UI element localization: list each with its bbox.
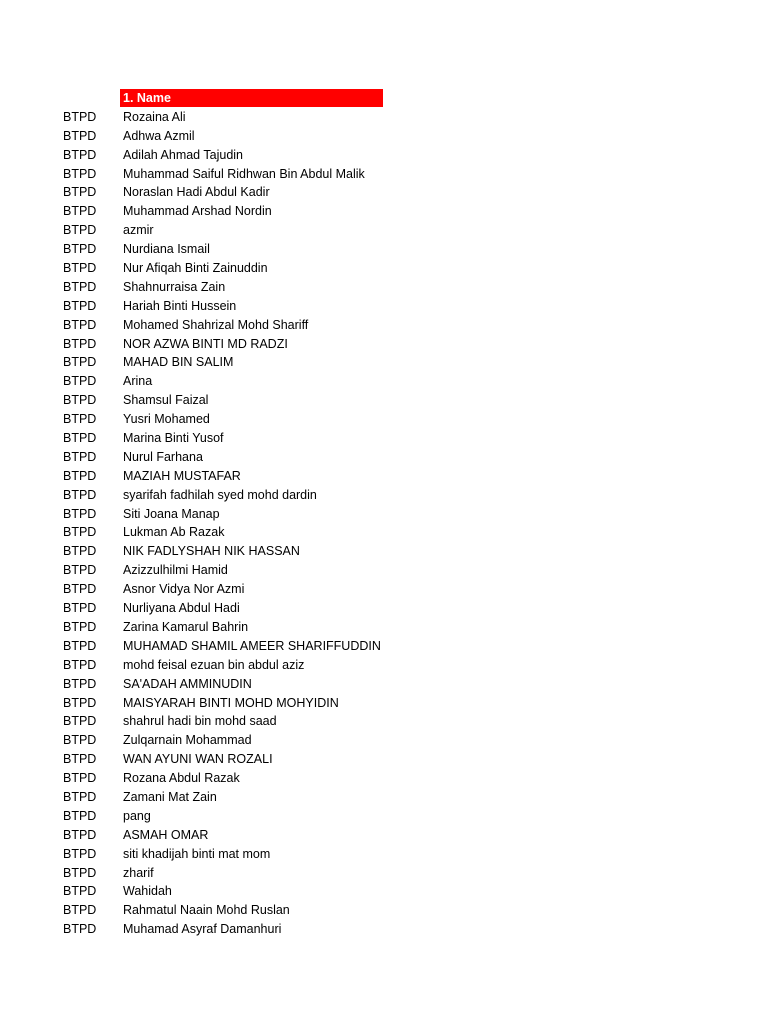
name-cell[interactable]: Yusri Mohamed (123, 412, 210, 427)
table-row (0, 618, 768, 637)
dept-cell[interactable]: BTPD (63, 827, 97, 842)
name-cell[interactable]: Adilah Ahmad Tajudin (123, 147, 243, 162)
dept-cell[interactable]: BTPD (63, 563, 97, 578)
table-row (0, 221, 768, 240)
table-row (0, 127, 768, 146)
name-cell[interactable]: siti khadijah binti mat mom (123, 846, 271, 861)
dept-cell[interactable]: BTPD (63, 412, 97, 427)
name-cell[interactable]: Hariah Binti Hussein (123, 298, 237, 313)
name-cell[interactable]: Rozana Abdul Razak (123, 771, 240, 786)
dept-cell[interactable]: BTPD (63, 922, 97, 937)
table-row (0, 372, 768, 391)
name-cell[interactable]: Muhammad Arshad Nordin (123, 204, 272, 219)
name-cell[interactable]: zharif (123, 865, 154, 880)
dept-cell[interactable]: BTPD (63, 279, 97, 294)
name-cell[interactable]: Azizzulhilmi Hamid (123, 563, 228, 578)
dept-cell[interactable]: BTPD (63, 752, 97, 767)
table-row (0, 486, 768, 505)
name-cell[interactable]: pang (123, 808, 151, 823)
dept-cell[interactable]: BTPD (63, 431, 97, 446)
name-cell[interactable]: Zulqarnain Mohammad (123, 733, 252, 748)
table-row (0, 410, 768, 429)
name-cell[interactable]: Shamsul Faizal (123, 393, 209, 408)
table-row (0, 429, 768, 448)
table-row (0, 259, 768, 278)
dept-cell[interactable]: BTPD (63, 846, 97, 861)
dept-cell[interactable]: BTPD (63, 393, 97, 408)
name-cell[interactable]: Zarina Kamarul Bahrin (123, 619, 249, 634)
name-cell[interactable]: SA'ADAH AMMINUDIN (123, 676, 252, 691)
name-cell[interactable]: azmir (123, 223, 154, 238)
table-row (0, 920, 768, 939)
table-row (0, 712, 768, 731)
dept-cell[interactable]: BTPD (63, 109, 97, 124)
table-row (0, 731, 768, 750)
name-cell[interactable]: MUHAMAD SHAMIL AMEER SHARIFFUDDIN (123, 638, 381, 653)
table-row (0, 165, 768, 184)
name-cell[interactable]: Nurliyana Abdul Hadi (123, 601, 240, 616)
dept-cell[interactable]: BTPD (63, 185, 97, 200)
name-cell[interactable]: MAZIAH MUSTAFAR (123, 468, 241, 483)
dept-cell[interactable]: BTPD (63, 487, 97, 502)
dept-cell[interactable]: BTPD (63, 336, 97, 351)
dept-cell[interactable]: BTPD (63, 638, 97, 653)
dept-cell[interactable]: BTPD (63, 525, 97, 540)
table-row (0, 599, 768, 618)
dept-cell[interactable]: BTPD (63, 695, 97, 710)
dept-cell[interactable]: BTPD (63, 242, 97, 257)
table-row (0, 656, 768, 675)
name-cell[interactable]: Rozaina Ali (123, 109, 186, 124)
name-cell[interactable]: MAISYARAH BINTI MOHD MOHYIDIN (123, 695, 339, 710)
dept-cell[interactable]: BTPD (63, 204, 97, 219)
table-row (0, 675, 768, 694)
table-row (0, 826, 768, 845)
table-row (0, 788, 768, 807)
table-row (0, 807, 768, 826)
name-list (0, 108, 768, 939)
dept-cell[interactable]: BTPD (63, 789, 97, 804)
name-cell[interactable]: Noraslan Hadi Abdul Kadir (123, 185, 270, 200)
table-row (0, 146, 768, 165)
dept-cell[interactable]: BTPD (63, 355, 97, 370)
dept-cell[interactable]: BTPD (63, 147, 97, 162)
dept-cell[interactable]: BTPD (63, 374, 97, 389)
table-row (0, 694, 768, 713)
dept-cell[interactable]: BTPD (63, 261, 97, 276)
name-cell[interactable]: Asnor Vidya Nor Azmi (123, 582, 245, 597)
table-row (0, 542, 768, 561)
dept-cell[interactable]: BTPD (63, 865, 97, 880)
name-cell[interactable]: Zamani Mat Zain (123, 789, 217, 804)
name-cell[interactable]: MAHAD BIN SALIM (123, 355, 234, 370)
table-row (0, 467, 768, 486)
table-row (0, 750, 768, 769)
table-row (0, 202, 768, 221)
table-row (0, 183, 768, 202)
dept-cell[interactable]: BTPD (63, 166, 97, 181)
dept-cell[interactable]: BTPD (63, 544, 97, 559)
name-cell[interactable]: Arina (123, 374, 153, 389)
name-cell[interactable]: WAN AYUNI WAN ROZALI (123, 752, 273, 767)
table-row (0, 580, 768, 599)
dept-cell[interactable]: BTPD (63, 449, 97, 464)
dept-cell[interactable]: BTPD (63, 619, 97, 634)
name-cell[interactable]: shahrul hadi bin mohd saad (123, 714, 277, 729)
name-cell[interactable]: syarifah fadhilah syed mohd dardin (123, 487, 317, 502)
name-cell[interactable]: Rahmatul Naain Mohd Ruslan (123, 903, 290, 918)
spreadsheet-page (0, 89, 768, 939)
name-cell[interactable]: Muhamad Asyraf Damanhuri (123, 922, 282, 937)
table-row (0, 391, 768, 410)
name-cell[interactable]: mohd feisal ezuan bin abdul aziz (123, 657, 305, 672)
dept-cell[interactable]: BTPD (63, 317, 97, 332)
name-cell[interactable]: Lukman Ab Razak (123, 525, 225, 540)
name-cell[interactable]: NIK FADLYSHAH NIK HASSAN (123, 544, 300, 559)
dept-cell[interactable]: BTPD (63, 657, 97, 672)
dept-cell[interactable]: BTPD (63, 884, 97, 899)
dept-cell[interactable]: BTPD (63, 468, 97, 483)
table-row (0, 448, 768, 467)
name-cell[interactable]: Nurul Farhana (123, 449, 203, 464)
table-row (0, 769, 768, 788)
dept-cell[interactable]: BTPD (63, 733, 97, 748)
name-cell[interactable]: Nur Afiqah Binti Zainuddin (123, 261, 268, 276)
table-row (0, 278, 768, 297)
name-cell[interactable]: NOR AZWA BINTI MD RADZI (123, 336, 288, 351)
table-row (0, 882, 768, 901)
name-cell[interactable]: Mohamed Shahrizal Mohd Shariff (123, 317, 309, 332)
name-cell[interactable]: Wahidah (123, 884, 172, 899)
dept-cell[interactable]: BTPD (63, 808, 97, 823)
name-cell[interactable]: Marina Binti Yusof (123, 431, 224, 446)
table-row (0, 864, 768, 883)
name-cell[interactable]: ASMAH OMAR (123, 827, 209, 842)
name-column-header[interactable]: 1. Name (120, 89, 383, 107)
dept-cell[interactable]: BTPD (63, 601, 97, 616)
table-row (0, 901, 768, 920)
table-row (0, 353, 768, 372)
dept-cell[interactable]: BTPD (63, 714, 97, 729)
table-row (0, 505, 768, 524)
table-row (0, 637, 768, 656)
name-cell[interactable]: Shahnurraisa Zain (123, 279, 226, 294)
dept-cell[interactable]: BTPD (63, 506, 97, 521)
dept-cell[interactable]: BTPD (63, 582, 97, 597)
table-row (0, 845, 768, 864)
name-cell[interactable]: Nurdiana Ismail (123, 242, 210, 257)
name-cell[interactable]: Siti Joana Manap (123, 506, 220, 521)
name-cell[interactable]: Adhwa Azmil (123, 128, 195, 143)
dept-cell[interactable]: BTPD (63, 128, 97, 143)
table-row (0, 240, 768, 259)
dept-cell[interactable]: BTPD (63, 903, 97, 918)
table-row (0, 108, 768, 127)
table-row (0, 316, 768, 335)
table-row (0, 561, 768, 580)
dept-cell[interactable]: BTPD (63, 298, 97, 313)
header-row (0, 89, 768, 108)
dept-cell[interactable]: BTPD (63, 676, 97, 691)
table-row (0, 335, 768, 354)
table-row (0, 523, 768, 542)
table-row (0, 297, 768, 316)
name-cell[interactable]: Muhammad Saiful Ridhwan Bin Abdul Malik (123, 166, 365, 181)
dept-cell[interactable]: BTPD (63, 223, 97, 238)
dept-cell[interactable]: BTPD (63, 771, 97, 786)
